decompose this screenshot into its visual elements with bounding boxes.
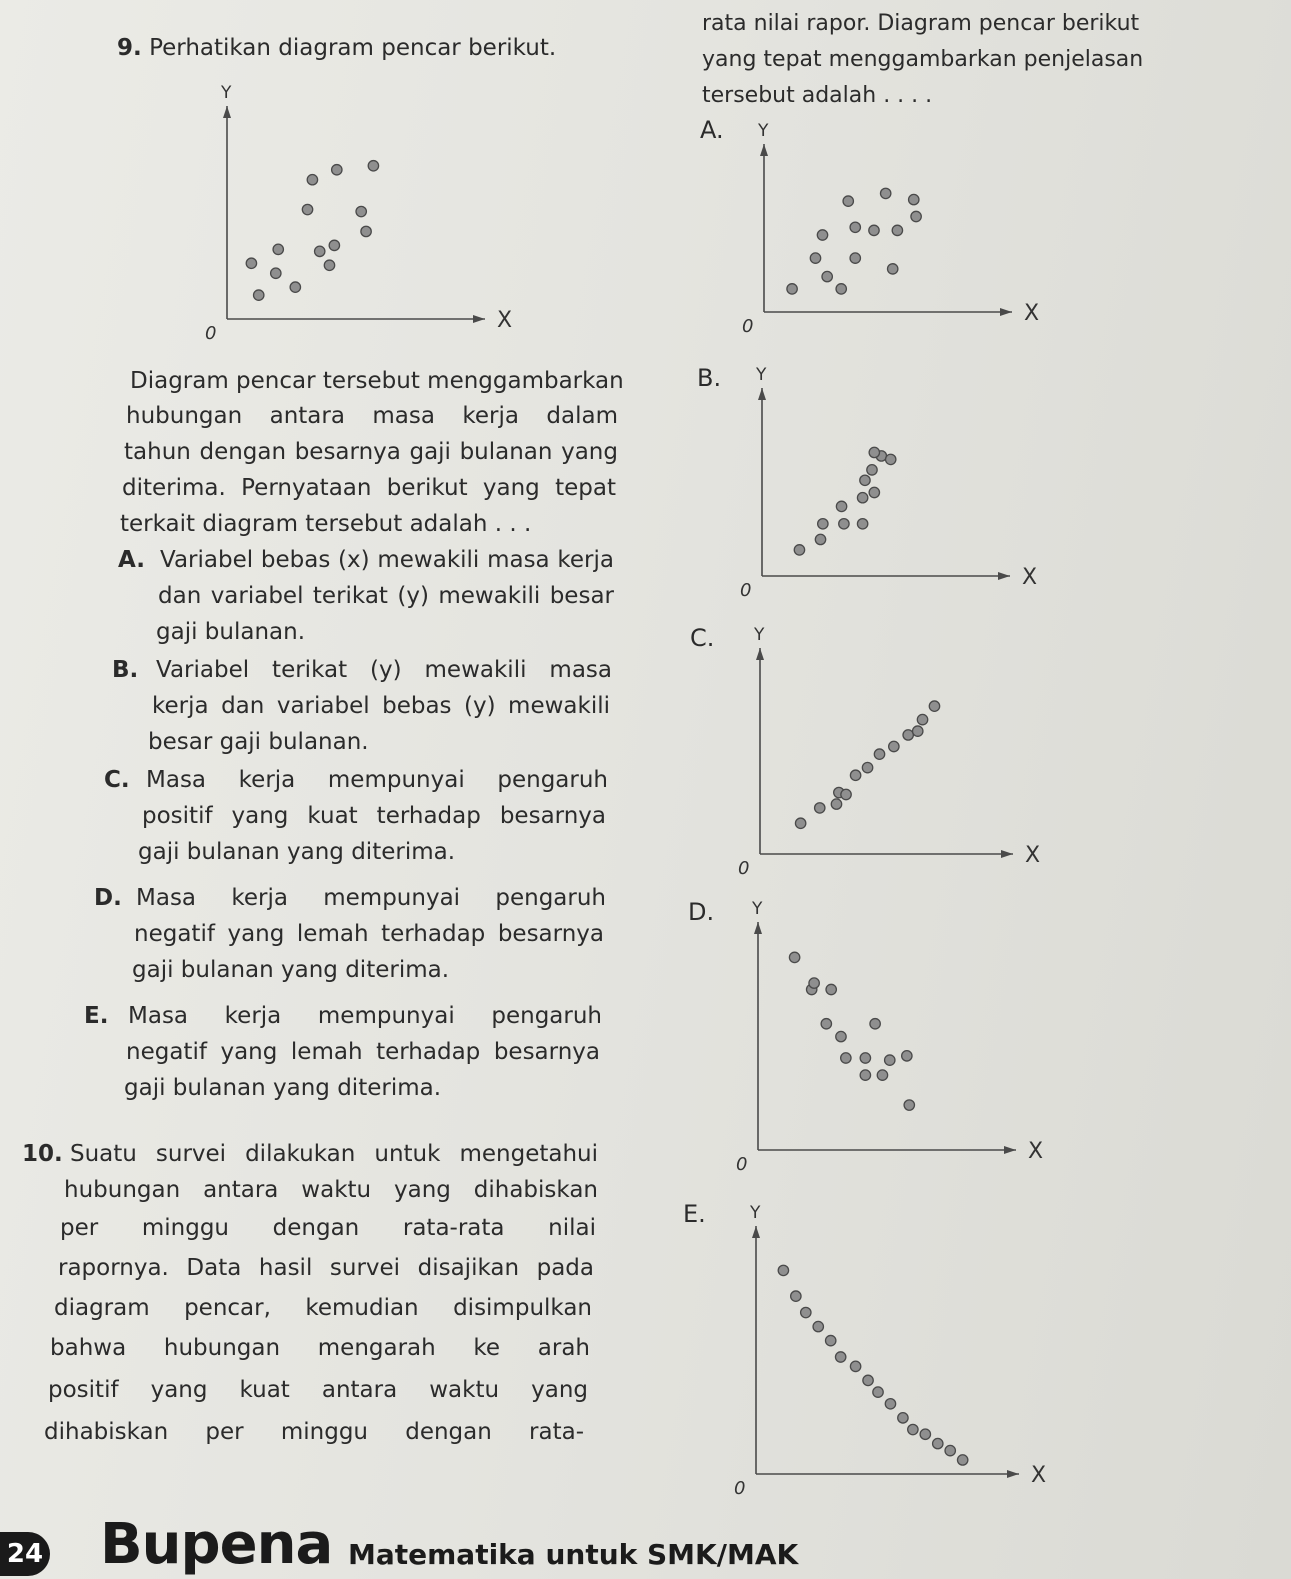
data-point	[892, 225, 902, 235]
q9-option-d-text[interactable]: Masa kerja mempunyai pengaruh	[136, 885, 606, 911]
data-point	[778, 1265, 788, 1275]
q10-line: positif yang kuat antara waktu yang	[48, 1377, 588, 1403]
y-axis-arrow	[756, 648, 764, 660]
q10-option-d-letter[interactable]: D.	[688, 898, 715, 926]
y-axis-arrow	[223, 106, 231, 118]
q10-line: diagram pencar, kemudian disimpulkan	[54, 1295, 592, 1321]
data-point	[843, 196, 853, 206]
data-point	[945, 1445, 955, 1455]
q10-line: rapornya. Data hasil survei disajikan pada	[58, 1255, 594, 1281]
data-point	[817, 230, 827, 240]
q9-option-c-text[interactable]: positif yang kuat terhadap besarnya	[142, 803, 606, 829]
data-point	[361, 226, 371, 236]
data-point	[917, 714, 927, 724]
data-point	[302, 204, 312, 214]
x-axis-label: X	[1028, 1139, 1044, 1164]
q9-body-line: tahun dengan besarnya gaji bulanan yang	[124, 439, 618, 465]
origin-label: 0	[740, 580, 752, 601]
data-point	[913, 726, 923, 736]
q10-line-continued: tersebut adalah . . . .	[702, 83, 933, 108]
data-point	[809, 978, 819, 988]
data-point	[254, 290, 264, 300]
q9-option-b-text[interactable]: kerja dan variabel bebas (y) mewakili	[152, 693, 610, 719]
data-point	[877, 1070, 887, 1080]
data-point	[368, 161, 378, 171]
y-axis-label: Y	[756, 365, 767, 385]
q10-line: per minggu dengan rata-rata nilai	[60, 1215, 596, 1241]
q9-option-e-text[interactable]: Masa kerja mempunyai pengaruh	[128, 1003, 602, 1029]
data-point	[908, 1424, 918, 1434]
q10-option-e-letter[interactable]: E.	[683, 1200, 706, 1228]
data-point	[795, 818, 805, 828]
book-subtitle: Matematika untuk SMK/MAK	[348, 1538, 799, 1571]
data-point	[836, 501, 846, 511]
data-point	[869, 447, 879, 457]
x-axis-label: X	[497, 308, 513, 333]
q9-number: 9.	[117, 35, 142, 61]
y-axis-label: Y	[750, 1203, 761, 1223]
data-point	[860, 1070, 870, 1080]
y-axis-label: Y	[758, 121, 769, 141]
q10-line-continued: yang tepat menggambarkan penjelasan	[702, 47, 1144, 72]
x-axis-arrow	[1004, 1146, 1016, 1154]
data-point	[356, 206, 366, 216]
publisher-brand: Bupena	[100, 1512, 333, 1577]
data-point	[874, 749, 884, 759]
q9-option-b-text[interactable]: Variabel terikat (y) mewakili masa	[156, 657, 612, 683]
x-axis-arrow	[1001, 850, 1013, 858]
q10-option-e-plot[interactable]	[714, 1200, 1049, 1510]
q10-option-a-plot[interactable]	[722, 118, 1042, 348]
data-point	[909, 194, 919, 204]
q10-option-a-letter[interactable]: A.	[700, 116, 724, 144]
data-point	[839, 519, 849, 529]
q9-option-d-text[interactable]: gaji bulanan yang diterima.	[132, 957, 450, 983]
q10-option-b-letter[interactable]: B.	[697, 364, 722, 392]
q9-body-line: hubungan antara masa kerja dalam	[126, 403, 618, 429]
data-point	[873, 1387, 883, 1397]
q10-line: bahwa hubungan mengarah ke arah	[50, 1335, 590, 1361]
origin-label: 0	[736, 1154, 748, 1175]
data-point	[841, 789, 851, 799]
data-point	[815, 534, 825, 544]
q9-body-line: terkait diagram tersebut adalah . . .	[120, 511, 532, 537]
data-point	[869, 487, 879, 497]
data-point	[290, 282, 300, 292]
y-axis-label: Y	[754, 625, 765, 645]
q9-option-c-text[interactable]: gaji bulanan yang diterima.	[138, 839, 456, 865]
y-axis-label: Y	[221, 83, 232, 103]
data-point	[324, 260, 334, 270]
data-point	[850, 770, 860, 780]
q10-line: Suatu survei dilakukan untuk mengetahui	[70, 1141, 598, 1167]
data-point	[787, 284, 797, 294]
y-axis-arrow	[754, 922, 762, 934]
q10-option-d-plot[interactable]	[716, 896, 1046, 1186]
q10-option-c-plot[interactable]	[718, 622, 1043, 890]
data-point	[886, 454, 896, 464]
y-axis-arrow	[760, 144, 768, 156]
data-point	[898, 1413, 908, 1423]
q10-line: dihabiskan per minggu dengan rata-	[44, 1419, 584, 1445]
data-point	[870, 1019, 880, 1029]
data-point	[860, 475, 870, 485]
data-point	[307, 175, 317, 185]
q9-body-line: diterima. Pernyataan berikut yang tepat	[122, 475, 616, 501]
data-point	[271, 268, 281, 278]
data-point	[857, 519, 867, 529]
data-point	[850, 222, 860, 232]
data-point	[863, 1375, 873, 1385]
origin-label: 0	[742, 316, 754, 337]
y-axis-label: Y	[752, 899, 763, 919]
data-point	[815, 803, 825, 813]
x-axis-arrow	[998, 572, 1010, 580]
data-point	[920, 1429, 930, 1439]
data-point	[850, 253, 860, 263]
q9-option-a-letter[interactable]: A.	[118, 547, 145, 573]
data-point	[885, 1055, 895, 1065]
data-point	[889, 741, 899, 751]
data-point	[841, 1053, 851, 1063]
q9-scatter-plot	[185, 80, 515, 355]
q9-option-c-text[interactable]: Masa kerja mempunyai pengaruh	[146, 767, 608, 793]
data-point	[903, 730, 913, 740]
q9-option-a-text[interactable]: Variabel bebas (x) mewakili masa kerja	[160, 547, 614, 573]
data-point	[821, 1019, 831, 1029]
data-point	[835, 1352, 845, 1362]
q9-intro: Perhatikan diagram pencar berikut.	[149, 35, 557, 61]
x-axis-label: X	[1024, 301, 1040, 326]
q9-option-e-text[interactable]: negatif yang lemah terhadap besarnya	[126, 1039, 600, 1065]
q10-line: hubungan antara waktu yang dihabiskan	[64, 1177, 598, 1203]
q9-option-d-letter[interactable]: D.	[94, 885, 122, 911]
data-point	[332, 165, 342, 175]
y-axis-arrow	[752, 1226, 760, 1238]
x-axis-label: X	[1022, 565, 1038, 590]
q10-option-c-letter[interactable]: C.	[690, 624, 715, 652]
q9-option-a-text[interactable]: dan variabel terikat (y) mewakili besar	[158, 583, 614, 609]
x-axis-arrow	[473, 315, 485, 323]
page-number: 24	[0, 1532, 50, 1576]
data-point	[933, 1438, 943, 1448]
x-axis-arrow	[1000, 308, 1012, 316]
data-point	[329, 240, 339, 250]
data-point	[957, 1455, 967, 1465]
data-point	[810, 253, 820, 263]
q9-option-b-letter[interactable]: B.	[112, 657, 139, 683]
x-axis-label: X	[1025, 843, 1041, 868]
data-point	[885, 1399, 895, 1409]
data-point	[818, 519, 828, 529]
data-point	[911, 211, 921, 221]
data-point	[888, 264, 898, 274]
data-point	[902, 1051, 912, 1061]
q9-option-d-text[interactable]: negatif yang lemah terhadap besarnya	[134, 921, 604, 947]
q9-header	[117, 30, 556, 66]
data-point	[791, 1291, 801, 1301]
data-point	[246, 258, 256, 268]
data-point	[789, 952, 799, 962]
data-point	[857, 493, 867, 503]
x-axis-label: X	[1031, 1463, 1047, 1488]
q10-line-continued: rata nilai rapor. Diagram pencar berikut	[702, 11, 1140, 36]
data-point	[826, 1335, 836, 1345]
origin-label: 0	[734, 1478, 746, 1499]
q9-option-e-text[interactable]: gaji bulanan yang diterima.	[124, 1075, 442, 1101]
data-point	[880, 188, 890, 198]
data-point	[813, 1321, 823, 1331]
data-point	[929, 701, 939, 711]
origin-label: 0	[738, 858, 750, 879]
q9-option-a-text[interactable]: gaji bulanan.	[156, 619, 306, 645]
data-point	[801, 1307, 811, 1317]
data-point	[836, 1031, 846, 1041]
data-point	[850, 1361, 860, 1371]
data-point	[862, 762, 872, 772]
q9-option-e-letter[interactable]: E.	[84, 1003, 109, 1029]
data-point	[904, 1100, 914, 1110]
data-point	[273, 244, 283, 254]
data-point	[869, 225, 879, 235]
data-point	[826, 984, 836, 994]
data-point	[867, 465, 877, 475]
q9-body-line: Diagram pencar tersebut menggambarkan	[130, 368, 624, 394]
data-point	[860, 1053, 870, 1063]
data-point	[315, 246, 325, 256]
q9-option-b-text[interactable]: besar gaji bulanan.	[148, 729, 369, 755]
q9-option-c-letter[interactable]: C.	[104, 767, 130, 793]
q10-option-b-plot[interactable]	[720, 362, 1040, 612]
y-axis-arrow	[758, 388, 766, 400]
origin-label: 0	[205, 323, 217, 344]
data-point	[794, 545, 804, 555]
data-point	[836, 284, 846, 294]
x-axis-arrow	[1007, 1470, 1019, 1478]
data-point	[822, 271, 832, 281]
q10-number: 10.	[22, 1141, 63, 1167]
data-point	[831, 799, 841, 809]
